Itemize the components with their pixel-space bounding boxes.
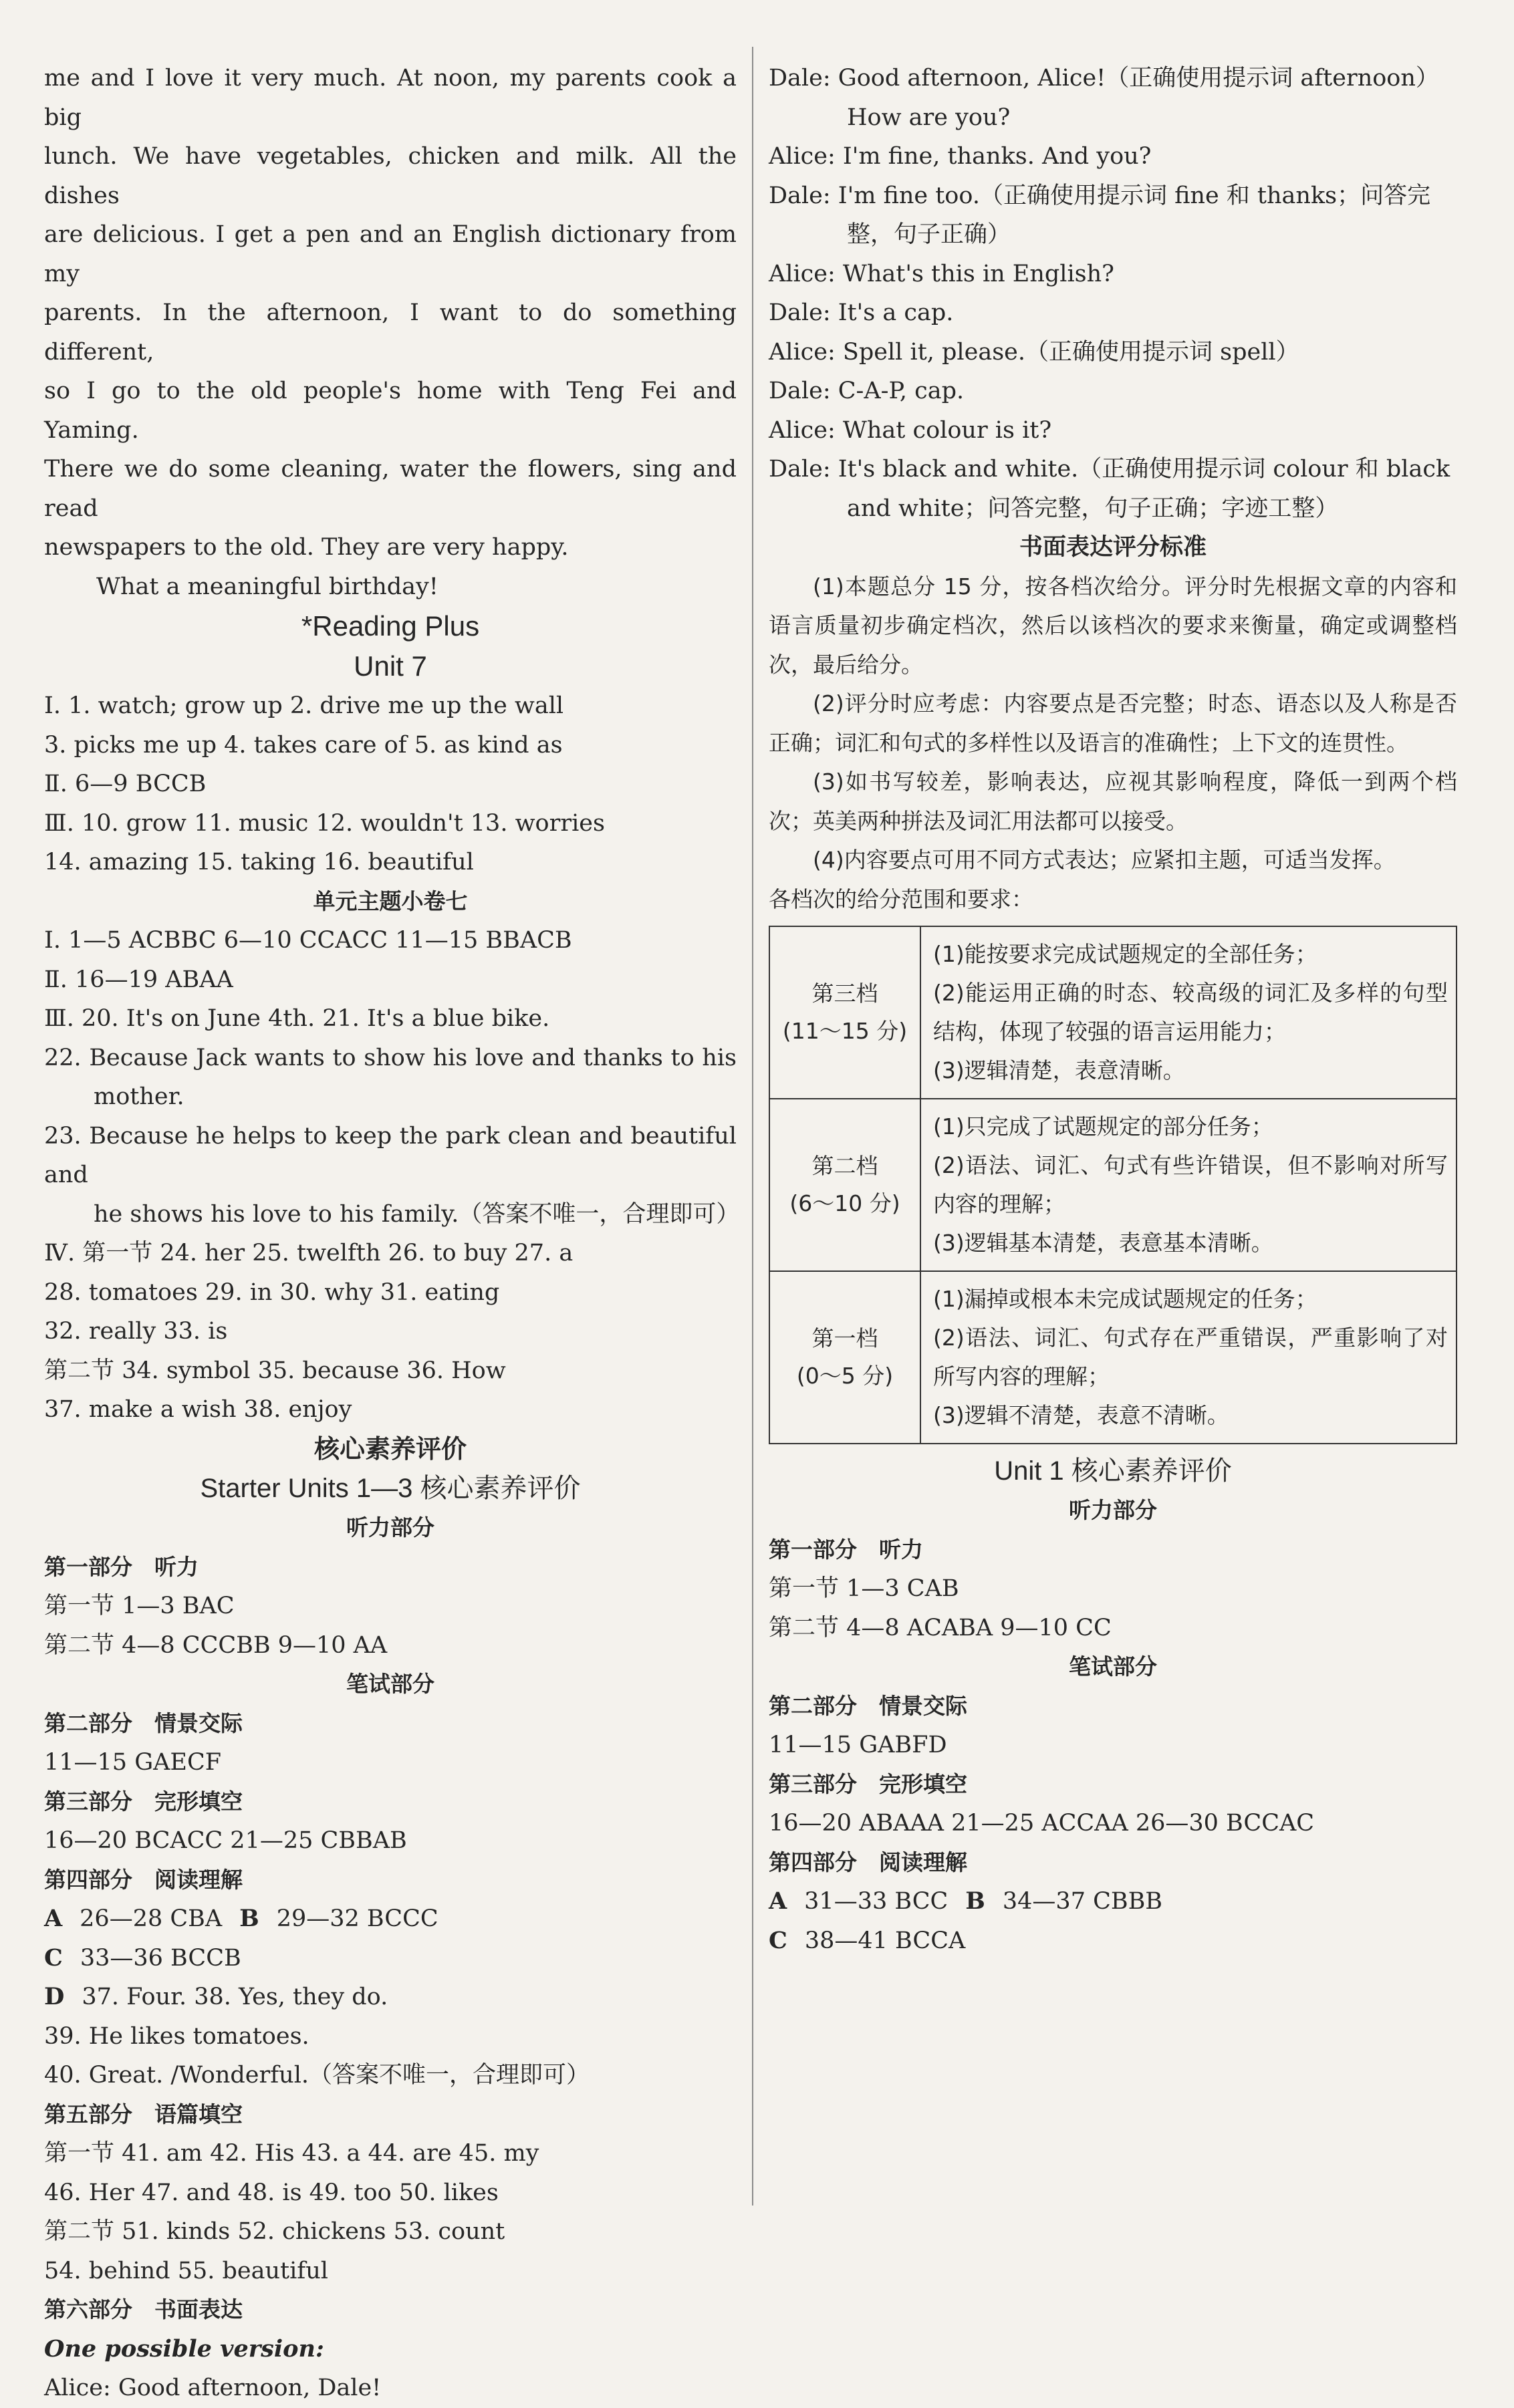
- grade-requirement: (2)语法、词汇、句式存在严重错误，严重影响了对所写内容的理解；: [933, 1325, 1448, 1389]
- answer-line: 46. Her 47. and 48. is 49. too 50. likes: [44, 2179, 499, 2206]
- core-literacy-heading: 核心素养评价: [313, 1434, 467, 1464]
- section-title: 第一部分 听力: [44, 1553, 199, 1580]
- answer-line: Ⅱ. 16—19 ABAA: [44, 966, 233, 993]
- grade-requirement: (1)只完成了试题规定的部分任务；: [933, 1113, 1273, 1140]
- reading-plus-heading: *Reading Plus: [301, 610, 480, 642]
- grade-level-name: 第一档: [811, 1325, 878, 1351]
- unit7-heading: Unit 7: [354, 650, 427, 682]
- grade-level-name: 第二档: [811, 1153, 878, 1179]
- answer-line: 第二节 34. symbol 35. because 36. How: [44, 1357, 506, 1384]
- section-title: 第三部分 完形填空: [769, 1770, 967, 1797]
- answer-line: Ⅰ. 1—5 ACBBC 6—10 CCACC 11—15 BBACB: [44, 927, 572, 954]
- grading-table: [769, 926, 1457, 1444]
- answer-line: [769, 1921, 1457, 1961]
- answer-line: Ⅱ. 6—9 BCCB: [44, 771, 207, 797]
- answer-line: 3. picks me up 4. takes care of 5. as kind as: [44, 731, 563, 759]
- answer-line: 14. amazing 15. taking 16. beautiful: [44, 849, 474, 876]
- passage-label: B: [965, 1887, 985, 1915]
- answer-line: 37. make a wish 38. enjoy: [44, 1396, 352, 1423]
- section-title: 第三部分 完形填空: [44, 1788, 243, 1815]
- left-column: [44, 59, 740, 2408]
- answer-line: 第一节 41. am 42. His 43. a 44. are 45. my: [44, 2140, 539, 2167]
- dialog-line: and white；问答完整，句子正确；字迹工整）: [847, 495, 1339, 522]
- story-line: newspapers to the old. They are very happy.: [44, 534, 569, 561]
- criteria-item: (2)评分时应考虑：内容要点是否完整；时态、语态以及人称是否正确；词汇和句式的多样性以及语言的准确性；上下文的连贯性。: [769, 690, 1457, 756]
- answer-line: Ⅲ. 20. It's on June 4th. 21. It's a blue bike.: [44, 1005, 550, 1032]
- listening-heading: 听力部分: [346, 1514, 434, 1541]
- passage-label: B: [239, 1905, 259, 1932]
- story-line: There we do some cleaning, water the flowers, sing and read: [44, 456, 737, 522]
- quiz7-answers: [44, 921, 740, 1430]
- passage-answers: 34—37 CBBB: [1002, 1888, 1163, 1915]
- grade-level-cell: [769, 1271, 920, 1444]
- criteria-item: (4)内容要点可用不同方式表达；应紧扣主题，可适当发挥。: [813, 847, 1396, 873]
- section-title: 第二部分 情景交际: [769, 1692, 967, 1719]
- dialog-line: Dale: It's a cap.: [769, 299, 954, 326]
- unit7-answers: [44, 686, 737, 882]
- story-line: are delicious. I get a pen and an English dictionary from my: [44, 221, 737, 287]
- passage-label: C: [44, 1944, 63, 1972]
- answer-line: Ⅲ. 10. grow 11. music 12. wouldn't 13. worries: [44, 809, 605, 837]
- passage-answers: 26—28 CBA: [80, 1905, 223, 1932]
- passage-answers: 37. Four. 38. Yes, they do.: [82, 1984, 388, 2010]
- criteria-item: (1)本题总分 15 分，按各档次给分。评分时先根据文章的内容和语言质量初步确定档次，然后以该档次的要求来衡量，确定或调整档次，最后给分。: [769, 573, 1457, 678]
- criteria-list: [769, 567, 1457, 880]
- passage-answers: 33—36 BCCB: [80, 1944, 241, 1972]
- answer-line: [44, 1939, 737, 1978]
- passage-answers: 31—33 BCC: [804, 1888, 949, 1915]
- column-divider: [752, 47, 753, 2205]
- dialog-line: Dale: I'm fine too.（正确使用提示词 fine 和 thanks；问答完: [769, 182, 1431, 209]
- answer-line: 40. Great. /Wonderful.（答案不唯一，合理即可）: [44, 2062, 590, 2089]
- grading-row: [769, 926, 1457, 1099]
- answer-line: he shows his love to his family.（答案不唯一，合理即可）: [94, 1200, 740, 1228]
- answer-line: 28. tomatoes 29. in 30. why 31. eating: [44, 1279, 500, 1306]
- grade-level-range: (0～5 分): [796, 1363, 894, 1389]
- answer-line: 32. really 33. is: [44, 1318, 228, 1345]
- quiz7-heading: 单元主题小卷七: [313, 888, 468, 914]
- written-heading: 笔试部分: [1069, 1653, 1157, 1680]
- grade-level-cell: [769, 926, 920, 1099]
- passage-label: A: [44, 1905, 63, 1932]
- answer-line: 22. Because Jack wants to show his love and thanks to his: [44, 1044, 737, 1071]
- criteria-heading: 书面表达评分标准: [1019, 534, 1207, 561]
- grade-requirement: (1)漏掉或根本未完成试题规定的任务；: [933, 1286, 1317, 1312]
- answer-line: [44, 1978, 737, 2017]
- story-line: parents. In the afternoon, I want to do something different,: [44, 299, 737, 366]
- answer-line: mother.: [94, 1083, 184, 1110]
- unit1-heading: Unit 1 核心素养评价: [994, 1456, 1232, 1486]
- possible-version-label: One possible version:: [44, 2334, 324, 2363]
- section-title: 第四部分 阅读理解: [769, 1849, 967, 1875]
- answer-line: 39. He likes tomatoes.: [44, 2022, 309, 2050]
- answer-line: 第一节 1—3 BAC: [44, 1593, 235, 1619]
- grade-requirements-cell: [920, 1099, 1457, 1271]
- listening-heading: 听力部分: [1069, 1497, 1157, 1523]
- passage-label: A: [769, 1887, 787, 1915]
- dialog-line: Alice: What's this in English?: [769, 260, 1114, 287]
- answer-line: 54. behind 55. beautiful: [44, 2257, 328, 2284]
- answer-line: 16—20 BCACC 21—25 CBBAB: [44, 1827, 407, 1854]
- grade-level-range: (11～15 分): [782, 1018, 908, 1044]
- story-line: me and I love it very much. At noon, my parents cook a big: [44, 65, 737, 131]
- dialog-line: Alice: Good afternoon, Dale!: [44, 2375, 382, 2401]
- answer-line: 11—15 GABFD: [769, 1732, 947, 1758]
- passage-answers: 29—32 BCCC: [276, 1905, 438, 1932]
- answer-line: 第二节 51. kinds 52. chickens 53. count: [44, 2218, 505, 2245]
- dialog-line: Alice: Spell it, please.（正确使用提示词 spell）: [769, 338, 1299, 366]
- grade-requirement: (1)能按要求完成试题规定的全部任务；: [933, 941, 1317, 967]
- story-line: so I go to the old people's home with Teng Fei and Yaming.: [44, 378, 737, 444]
- dialog-line: Dale: C-A-P, cap.: [769, 378, 965, 404]
- section-title: 第一部分 听力: [769, 1536, 923, 1563]
- written-heading: 笔试部分: [346, 1671, 434, 1697]
- grade-requirement: (3)逻辑不清楚，表意不清晰。: [933, 1402, 1229, 1428]
- dialog-line: Alice: I'm fine, thanks. And you?: [769, 143, 1152, 170]
- dialog-line: Dale: It's black and white.（正确使用提示词 colour 和 black: [769, 456, 1450, 483]
- grade-requirements-cell: [920, 926, 1457, 1099]
- answer-line: 23. Because he helps to keep the park clean and beautiful and: [44, 1122, 737, 1188]
- grade-level-cell: [769, 1099, 920, 1271]
- answer-line: 第一节 1—3 CAB: [769, 1575, 959, 1602]
- grade-level-name: 第三档: [811, 980, 878, 1007]
- grade-requirement: (2)语法、词汇、句式有些许错误，但不影响对所写内容的理解；: [933, 1152, 1448, 1217]
- grade-requirements-cell: [920, 1271, 1457, 1444]
- grade-level-range: (6～10 分): [789, 1190, 900, 1216]
- answer-line: 第二节 4—8 ACABA 9—10 CC: [769, 1614, 1112, 1641]
- criteria-item: (3)如书写较差，影响表达，应视其影响程度，降低一到两个档次；英美两种拼法及词汇用法都可以接受。: [769, 769, 1457, 834]
- grade-requirement: (3)逻辑清楚，表意清晰。: [933, 1057, 1185, 1083]
- story-ending: What a meaningful birthday!: [96, 573, 438, 600]
- grade-requirement: (3)逻辑基本清楚，表意基本清晰。: [933, 1230, 1273, 1256]
- dialog-line: Dale: Good afternoon, Alice!（正确使用提示词 afternoon）: [769, 65, 1439, 92]
- section-title: 第六部分 书面表达: [44, 2296, 243, 2322]
- passage-answers: 38—41 BCCA: [804, 1927, 966, 1954]
- right-column: [769, 59, 1457, 1960]
- grading-row: [769, 1099, 1457, 1271]
- answer-line: [44, 1899, 737, 1939]
- passage-label: C: [769, 1926, 787, 1954]
- section-title: 第二部分 情景交际: [44, 1710, 243, 1736]
- dialog-line: 整，句子正确）: [847, 221, 1011, 248]
- section-title: 第四部分 阅读理解: [44, 1866, 243, 1893]
- grade-requirement: (2)能运用正确的时态、较高级的词汇及多样的句型结构，体现了较强的语言运用能力；: [933, 980, 1448, 1045]
- dialog-line: How are you?: [847, 104, 1011, 131]
- story-line: lunch. We have vegetables, chicken and milk. All the dishes: [44, 143, 737, 209]
- dialog-line: Alice: What colour is it?: [769, 416, 1052, 444]
- sample-dialog: [769, 59, 1457, 528]
- levels-intro: 各档次的给分范围和要求：: [769, 886, 1033, 912]
- answer-line: 第二节 4—8 CCCBB 9—10 AA: [44, 1631, 388, 1659]
- answer-line: 11—15 GAECF: [44, 1749, 222, 1776]
- grading-row: [769, 1271, 1457, 1444]
- starter-units-heading: Starter Units 1—3 核心素养评价: [200, 1474, 581, 1503]
- story-text: [44, 59, 737, 606]
- answer-line: Ⅰ. 1. watch; grow up 2. drive me up the wall: [44, 692, 564, 719]
- answer-line: [769, 1882, 1457, 1921]
- passage-label: D: [44, 1983, 65, 2010]
- answer-line: 16—20 ABAAA 21—25 ACCAA 26—30 BCCAC: [769, 1810, 1315, 1837]
- section-title: 第五部分 语篇填空: [44, 2101, 243, 2127]
- answer-line: Ⅳ. 第一节 24. her 25. twelfth 26. to buy 27. a: [44, 1240, 574, 1266]
